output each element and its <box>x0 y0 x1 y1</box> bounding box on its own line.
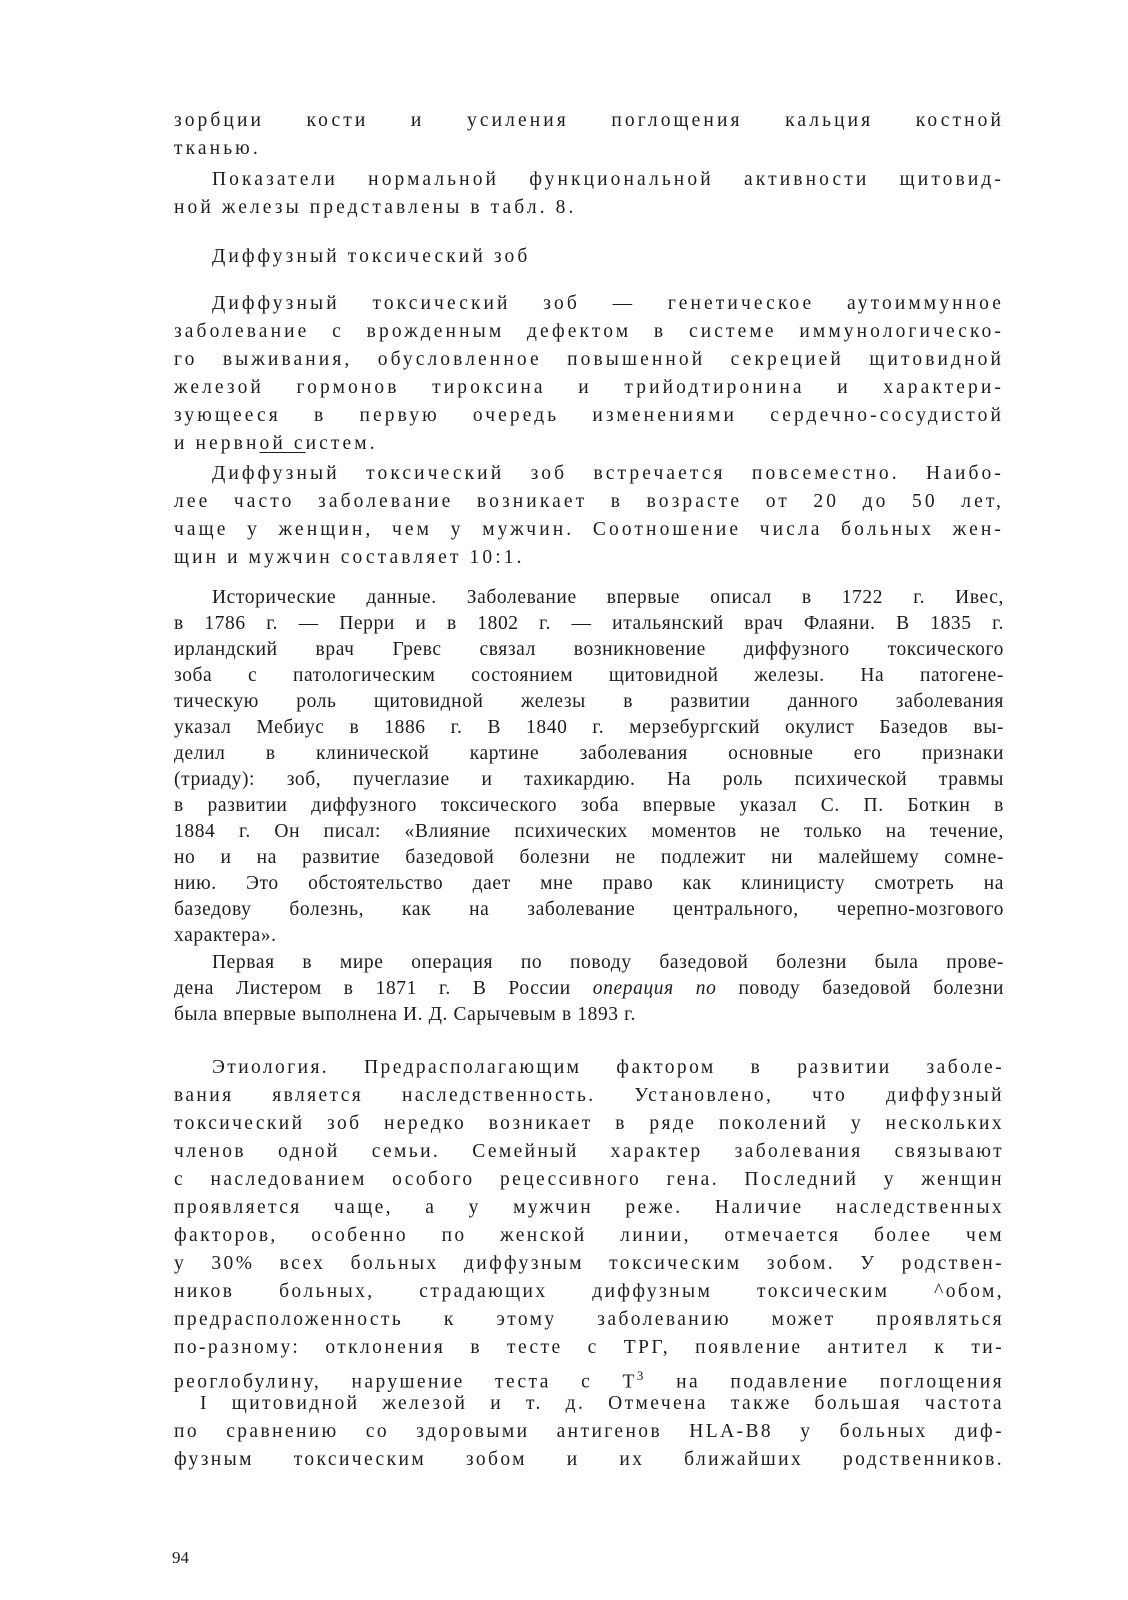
etiology-line-9: ников больных, страдающих диффузным токсическим ^обом, <box>174 1281 1004 1302</box>
etiology-line-15: фузным токсическим зобом и их ближайших родственников. <box>174 1449 1004 1470</box>
prevalence-line-2: лее часто заболевание возникает в возрасте от 20 до 50 лет, <box>174 491 1004 512</box>
history-line-13: базедову болезнь, как на заболевание центрального, черепно-мозгового <box>174 899 1004 920</box>
history-line-3: ирландский врач Гревс связал возникновение диффузного токсического <box>174 639 1004 660</box>
history-line-2: в 1786 г. — Перри и в 1802 г. — итальянский врач Флаяни. В 1835 г. <box>174 613 1004 634</box>
first-operation-line-2-end: поводу базедовой болезни <box>716 978 1005 999</box>
history-line-11: но и на развитие базедовой болезни не подлежит ни малейшему сомне- <box>174 847 1004 868</box>
definition-line-3: го выживания, обусловленное повышенной секрецией щитовидной <box>174 349 1004 370</box>
etiology-t3-start: реоглобулину, нарушение теста с Т <box>174 1371 637 1393</box>
definition-line-4: железой гормонов тироксина и трийодтиронина и характери- <box>174 377 1004 398</box>
history-line-5: тическую роль щитовидной железы в развитии данного заболевания <box>174 691 1004 712</box>
etiology-line-3: токсический зоб нередко возникает в ряде поколений у нескольких <box>174 1113 1004 1134</box>
etiology-line-11: по-разному: отклонения в тесте с ТРГ, появление антител к ти- <box>174 1337 1004 1358</box>
table-ref-line-2: ной железы представлены в табл. 8. <box>174 197 577 218</box>
etiology-line-14: по сравнению со здоровыми антигенов HLA-B8 у больных диф- <box>174 1421 1004 1442</box>
definition-underlined-fragment: ой с <box>259 433 306 454</box>
history-line-4: зоба с патологическим состоянием щитовидной железы. На патогене- <box>174 665 1004 686</box>
first-operation-italic-fragment: операция по <box>592 978 717 999</box>
definition-line-1: Диффузный токсический зоб — генетическое аутоиммунное <box>212 293 1004 314</box>
definition-line-6-start: и нервн <box>174 433 260 454</box>
etiology-t3-end: на подавление поглощения <box>645 1371 1004 1393</box>
prevalence-line-3: чаще у женщин, чем у мужчин. Соотношение числа больных жен- <box>174 519 1004 540</box>
intro-line-1: зорбции кости и усиления поглощения кальция костной <box>174 110 1004 131</box>
history-line-10: 1884 г. Он писал: «Влияние психических моментов не только на течение, <box>174 821 1004 842</box>
history-line-1: Исторические данные. Заболевание впервые описал в 1722 г. Ивес, <box>212 587 1004 608</box>
history-line-7: делил в клинической картине заболевания основные его признаки <box>174 743 1004 764</box>
history-line-12: нию. Это обстоятельство дает мне право как клиницисту смотреть на <box>174 873 1004 894</box>
etiology-line-4: членов одной семьи. Семейный характер заболевания связывают <box>174 1141 1004 1162</box>
definition-line-6 <box>174 431 1004 457</box>
history-line-6: указал Мебиус в 1886 г. В 1840 г. мерзебургский окулист Базедов вы- <box>174 717 1004 738</box>
history-line-8: (триаду): зоб, пучеглазие и тахикардию. На роль психической травмы <box>174 769 1004 790</box>
history-line-9: в развитии диффузного токсического зоба впервые указал С. П. Боткин в <box>174 795 1004 816</box>
definition-line-5: зующееся в первую очередь изменениями сердечно-сосудистой <box>174 405 1004 426</box>
history-line-14: характера». <box>174 925 277 946</box>
definition-line-2: заболевание с врожденным дефектом в системе иммунологическо- <box>174 321 1004 342</box>
etiology-line-8: у 30% всех больных диффузным токсическим зобом. У родствен- <box>174 1253 1004 1274</box>
etiology-line-13: I щитовидной железой и т. д. Отмечена также большая частота <box>200 1393 1004 1414</box>
etiology-line-10: предрасположенность к этому заболеванию может проявляться <box>174 1309 1004 1330</box>
definition-line-6-end: истем. <box>305 433 378 454</box>
prevalence-line-4: щин и мужчин составляет 10:1. <box>174 547 525 568</box>
first-operation-line-1: Первая в мире операция по поводу базедовой болезни была прове- <box>212 952 1004 973</box>
first-operation-line-3: была впервые выполнена И. Д. Сарычевым в 1893 г. <box>174 1004 637 1025</box>
etiology-line-7: факторов, особенно по женской линии, отмечается более чем <box>174 1225 1004 1246</box>
etiology-line-12 <box>174 1363 1004 1393</box>
table-ref-line-1: Показатели нормальной функциональной активности щитовид- <box>212 169 1004 190</box>
etiology-line-1: Этиология. Предрасполагающим фактором в развитии заболе- <box>212 1057 1004 1078</box>
intro-line-2: тканью. <box>174 138 261 159</box>
etiology-line-6: проявляется чаще, а у мужчин реже. Наличие наследственных <box>174 1197 1004 1218</box>
etiology-line-5: с наследованием особого рецессивного гена. Последний у женщин <box>174 1169 1004 1190</box>
page-number: 94 <box>172 1548 189 1567</box>
first-operation-line-2 <box>174 976 1004 1002</box>
first-operation-line-2-start: дена Листером в 1871 г. В России <box>174 978 593 999</box>
t3-superscript: 3 <box>636 1368 646 1383</box>
section-heading: Диффузный токсический зоб <box>212 246 531 267</box>
etiology-line-2: вания является наследственность. Установлено, что диффузный <box>174 1085 1004 1106</box>
prevalence-line-1: Диффузный токсический зоб встречается повсеместно. Наибо- <box>212 463 1004 484</box>
